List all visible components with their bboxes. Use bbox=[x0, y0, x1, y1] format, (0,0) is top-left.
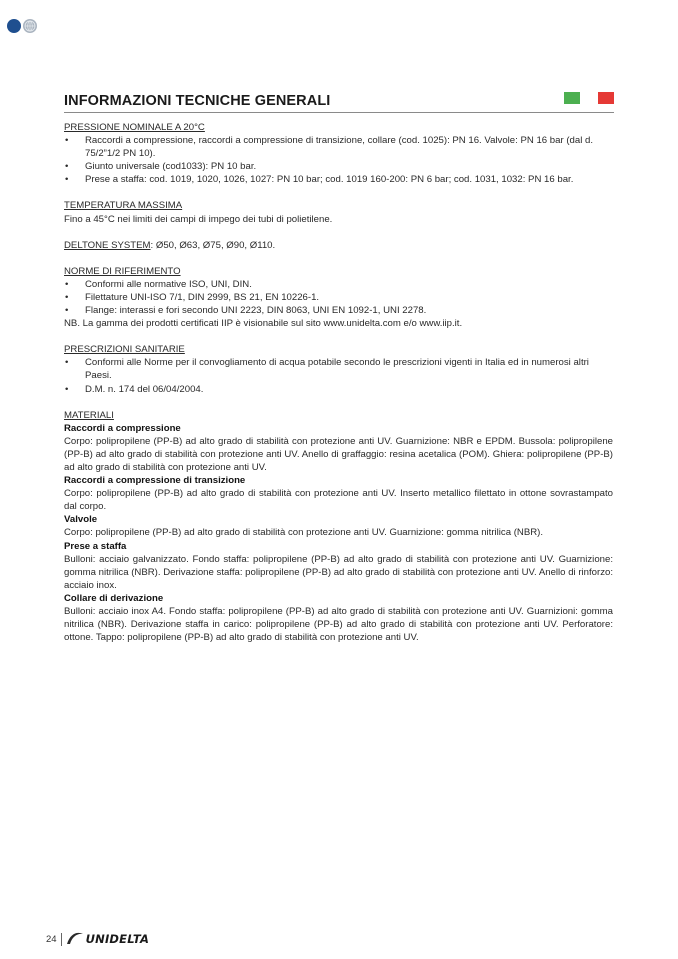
pressione-heading: PRESSIONE NOMINALE A 20°C bbox=[64, 122, 205, 133]
materiali-group-title: Valvole bbox=[64, 514, 98, 526]
page-title: INFORMAZIONI TECNICHE GENERALI bbox=[64, 93, 331, 109]
flag-red-icon bbox=[598, 92, 614, 104]
deltone-label: DELTONE SYSTEM bbox=[64, 239, 151, 251]
materiali-heading: MATERIALI bbox=[64, 409, 114, 421]
pressione-list bbox=[64, 134, 613, 186]
logo-text: UNIDELTA bbox=[85, 932, 150, 946]
norme-heading: NORME DI RIFERIMENTO bbox=[64, 265, 181, 277]
norme-list bbox=[64, 278, 613, 317]
materiali-group-text: Corpo: polipropilene (PP-B) ad alto grado di stabilità con protezione anti UV. Guarnizione: NBR e EPDM. Bussola: polipropilene (PP-B) ad alto grado di stabilità con protezione anti UV. Anello di graffaggio: resina acetalica (POM). Ghiera: polipropilene (PP-B) ad alto grado di stabilità con protezione anti UV. bbox=[64, 435, 613, 473]
materiali-group-text: Corpo: polipropilene (PP-B) ad alto grado di stabilità con protezione anti UV. Inserto metallico filettato in ottone sovrastampato dal corpo. bbox=[64, 488, 613, 513]
brand-logo bbox=[65, 931, 150, 947]
globe-icon bbox=[23, 19, 37, 33]
prescrizioni-list bbox=[64, 356, 613, 395]
materiali-group-title: Raccordi a compressione di transizione bbox=[64, 475, 246, 487]
list-item: • Filettature UNI-ISO 7/1, DIN 2999, BS 21, EN 10226-1. bbox=[64, 291, 613, 304]
section-header bbox=[64, 90, 614, 113]
temperatura-text: Fino a 45°C nei limiti dei campi di impego dei tubi di polietilene. bbox=[64, 213, 333, 225]
header-dots bbox=[7, 19, 37, 33]
list-item: • Prese a staffa: cod. 1019, 1020, 1026, 1027: PN 10 bar; cod. 1019 160-200: PN 6 bar; cod. 1031, 1032: PN 16 bar. bbox=[64, 173, 613, 186]
list-item: • Flange: interassi e fori secondo UNI 2223, DIN 8063, UNI EN 1092-1, UNI 2278. bbox=[64, 304, 613, 317]
temperatura-heading: TEMPERATURA MASSIMA bbox=[64, 200, 183, 212]
footer-divider bbox=[61, 933, 62, 946]
flag-green-icon bbox=[564, 92, 580, 104]
materiali-group-title: Collare di derivazione bbox=[64, 592, 164, 604]
list-item: • D.M. n. 174 del 06/04/2004. bbox=[64, 383, 613, 396]
prescrizioni-heading: PRESCRIZIONI SANITARIE bbox=[64, 344, 185, 356]
list-item: • Conformi alle Norme per il convogliamento di acqua potabile secondo le prescrizioni vigenti in Italia ed in numerosi altri Paesi. bbox=[64, 356, 613, 382]
logo-swoosh-icon bbox=[65, 931, 85, 947]
materiali-group-text: Bulloni: acciaio galvanizzato. Fondo staffa: polipropilene (PP-B) ad alto grado di stabilità con protezione anti UV. Guarnizione: gomma nitrilica (NBR). Derivazione staffa: polipropilene (PP-B) ad alto grado di stabilità con protezione anti UV. Anello di rinforzo: acciaio inox. bbox=[64, 553, 613, 591]
materiali-group-text: Bulloni: acciaio inox A4. Fondo staffa: polipropilene (PP-B) ad alto grado di stabilità con protezione anti UV. Guarnizioni: gomma nitrilica (NBR). Derivazione staffa in carico: polipropilene (PP-B) ad alto grado di stabilità con protezione anti UV. Perforatore: ottone. Tappo: polipropilene (PP-B) ad alto grado di stabilità con protezione anti UV. bbox=[64, 606, 613, 644]
blue-dot-icon bbox=[7, 19, 21, 33]
materiali-group-text: Corpo: polipropilene (PP-B) ad alto grado di stabilità con protezione anti UV. Guarnizione: gomma nitrilica (NBR). bbox=[64, 527, 544, 539]
norme-note: NB. La gamma dei prodotti certificati IIP è visionabile sul sito www.unidelta.com e/o www.iip.it. bbox=[64, 318, 463, 330]
materiali-group-title: Raccordi a compressione bbox=[64, 422, 181, 434]
materiali-group-title: Prese a staffa bbox=[64, 540, 127, 552]
page-number: 24 bbox=[46, 933, 57, 945]
deltone-line bbox=[64, 239, 613, 252]
list-item: • Conformi alle normative ISO, UNI, DIN. bbox=[64, 278, 613, 291]
content bbox=[64, 121, 613, 644]
list-item: • Giunto universale (cod1033): PN 10 bar. bbox=[64, 160, 613, 173]
footer bbox=[46, 931, 149, 947]
deltone-text: : Ø50, Ø63, Ø75, Ø90, Ø110. bbox=[150, 239, 276, 251]
list-item: • Raccordi a compressione, raccordi a compressione di transizione, collare (cod. 1025): PN 16. Valvole: PN 16 bar (dal d. 75/2”1/2 PN 10). bbox=[64, 134, 613, 160]
